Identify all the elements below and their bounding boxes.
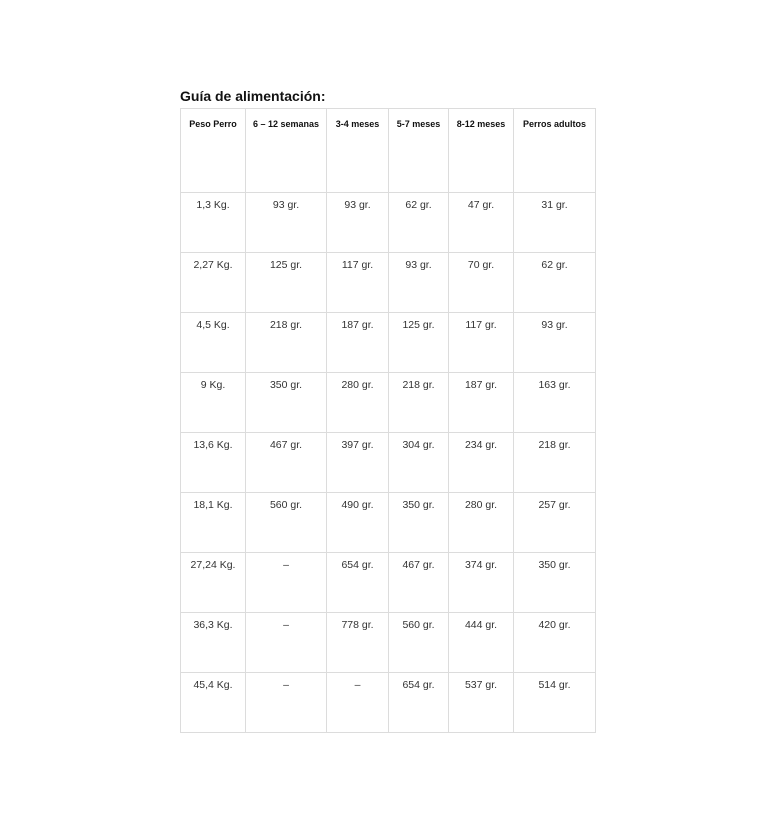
portion-cell: 117 gr.: [449, 313, 514, 373]
portion-cell: 218 gr.: [389, 373, 449, 433]
portion-cell: 420 gr.: [514, 613, 596, 673]
portion-cell: 163 gr.: [514, 373, 596, 433]
portion-cell: –: [246, 673, 327, 733]
table-row: [181, 193, 596, 253]
weight-cell: 18,1 Kg.: [181, 493, 246, 553]
portion-cell: 218 gr.: [246, 313, 327, 373]
feeding-guide-table: [180, 108, 596, 733]
portion-cell: 117 gr.: [327, 253, 389, 313]
table-row: [181, 253, 596, 313]
portion-cell: 31 gr.: [514, 193, 596, 253]
column-header: Perros adultos: [514, 109, 596, 193]
portion-cell: 444 gr.: [449, 613, 514, 673]
column-header: 8-12 meses: [449, 109, 514, 193]
portion-cell: 257 gr.: [514, 493, 596, 553]
portion-cell: 234 gr.: [449, 433, 514, 493]
portion-cell: 280 gr.: [327, 373, 389, 433]
weight-cell: 1,3 Kg.: [181, 193, 246, 253]
table-row: [181, 673, 596, 733]
portion-cell: 218 gr.: [514, 433, 596, 493]
weight-cell: 45,4 Kg.: [181, 673, 246, 733]
portion-cell: 778 gr.: [327, 613, 389, 673]
column-header: Peso Perro: [181, 109, 246, 193]
portion-cell: 93 gr.: [514, 313, 596, 373]
table-row: [181, 433, 596, 493]
portion-cell: 187 gr.: [327, 313, 389, 373]
portion-cell: 93 gr.: [327, 193, 389, 253]
table-header-row: [181, 109, 596, 193]
portion-cell: 654 gr.: [389, 673, 449, 733]
portion-cell: 490 gr.: [327, 493, 389, 553]
portion-cell: 187 gr.: [449, 373, 514, 433]
column-header: 6 – 12 semanas: [246, 109, 327, 193]
portion-cell: 467 gr.: [389, 553, 449, 613]
portion-cell: 374 gr.: [449, 553, 514, 613]
weight-cell: 4,5 Kg.: [181, 313, 246, 373]
table-row: [181, 553, 596, 613]
portion-cell: 560 gr.: [246, 493, 327, 553]
portion-cell: 467 gr.: [246, 433, 327, 493]
portion-cell: 304 gr.: [389, 433, 449, 493]
portion-cell: 350 gr.: [389, 493, 449, 553]
weight-cell: 27,24 Kg.: [181, 553, 246, 613]
portion-cell: 125 gr.: [246, 253, 327, 313]
portion-cell: 350 gr.: [246, 373, 327, 433]
table-body: [181, 193, 596, 733]
portion-cell: 514 gr.: [514, 673, 596, 733]
portion-cell: 537 gr.: [449, 673, 514, 733]
portion-cell: 654 gr.: [327, 553, 389, 613]
weight-cell: 9 Kg.: [181, 373, 246, 433]
portion-cell: 397 gr.: [327, 433, 389, 493]
column-header: 5-7 meses: [389, 109, 449, 193]
portion-cell: 47 gr.: [449, 193, 514, 253]
portion-cell: 350 gr.: [514, 553, 596, 613]
weight-cell: 36,3 Kg.: [181, 613, 246, 673]
portion-cell: –: [327, 673, 389, 733]
portion-cell: –: [246, 613, 327, 673]
page-title: Guía de alimentación:: [180, 88, 326, 104]
portion-cell: 62 gr.: [389, 193, 449, 253]
weight-cell: 2,27 Kg.: [181, 253, 246, 313]
portion-cell: –: [246, 553, 327, 613]
portion-cell: 280 gr.: [449, 493, 514, 553]
portion-cell: 93 gr.: [389, 253, 449, 313]
portion-cell: 93 gr.: [246, 193, 327, 253]
portion-cell: 70 gr.: [449, 253, 514, 313]
table-row: [181, 493, 596, 553]
table-row: [181, 373, 596, 433]
portion-cell: 62 gr.: [514, 253, 596, 313]
weight-cell: 13,6 Kg.: [181, 433, 246, 493]
table-row: [181, 613, 596, 673]
portion-cell: 560 gr.: [389, 613, 449, 673]
table-row: [181, 313, 596, 373]
column-header: 3-4 meses: [327, 109, 389, 193]
portion-cell: 125 gr.: [389, 313, 449, 373]
